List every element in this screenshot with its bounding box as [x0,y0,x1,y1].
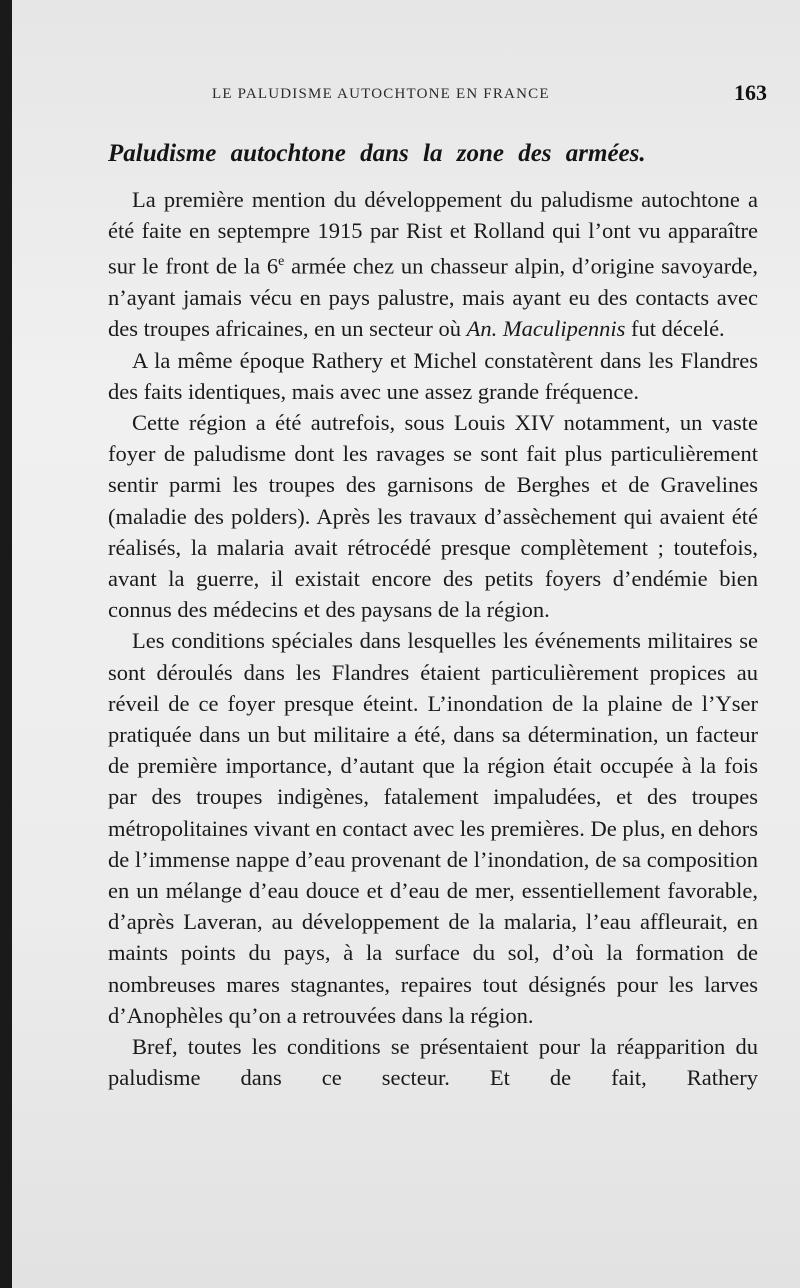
page-number: 163 [734,80,767,105]
paragraph-5: Bref, toutes les conditions se présentaient pour la réapparition du paludisme dans ce secteur. Et de fait, Rathery [108,1033,758,1091]
section-title: Paludisme autochtone dans la zone des armées. [108,140,646,167]
ordinal-superscript: e [278,254,285,270]
paragraph-3: Cette région a été autrefois, sous Louis XIV notamment, un vaste foyer de paludisme dont les ravages se sont fait plus particulièrement sentir parmi les troupes des garnisons de Berghes et de Gravelines (maladie des polders). Après les travaux d’assèchement qui avaient été réalisés, la malaria avait rétrocédé presque complètement ; toutefois, avant la guerre, il existait encore des petits foyers d’endémie bien connus des médecins et des paysans de la région. [108,409,758,623]
body-text [108,184,758,1093]
paragraph-4: Les conditions spéciales dans lesquelles les événements militaires se sont déroulés dans les Flandres étaient particulièrement propices au réveil de ce foyer presque éteint. L’inondation de la plaine de l’Yser pratiquée dans un but militaire a été, dans sa détermination, un facteur de première importance, d’autant que la région était occupée à la fois par des troupes indigènes, fatalement impaludées, et des troupes métropolitaines vivant en contact avec les premières. De plus, en dehors de l’immense nappe d’eau provenant de l’inondation, de sa composition en un mélange d’eau douce et d’eau de mer, essentiellement favorable, d’après Laveran, au développement de la malaria, l’eau affleurait, en maints points du pays, à la surface du sol, d’où la formation de nombreuses mares stagnantes, repaires tout désignés pour les larves d’Anophèles qu’on a retrouvées dans la région. [108,628,758,1028]
running-head: LE PALUDISME AUTOCHTONE EN FRANCE [212,86,550,102]
species-name: An. Maculipennis [466,316,626,342]
paragraph-1-text-a: La première mention du développement du paludisme autochtone a été faite en septempre 1915 par Rist et Rolland qui l’ont vu apparaître sur le front de la 6 [108,187,758,279]
paragraph-1-text-b: armée chez un chasseur alpin, d’origine savoyarde, n’ayant jamais vécu en pays palustre, mais ayant eu des contacts avec des troupes africaines, en un secteur où [108,253,758,342]
paragraph-2: A la même époque Rathery et Michel constatèrent dans les Flandres des faits identiques, mais avec une assez grande fréquence. [108,347,758,404]
book-page [12,0,800,1288]
paragraph-1-text-c: fut décelé. [625,316,725,342]
paragraph-1 [108,184,758,345]
